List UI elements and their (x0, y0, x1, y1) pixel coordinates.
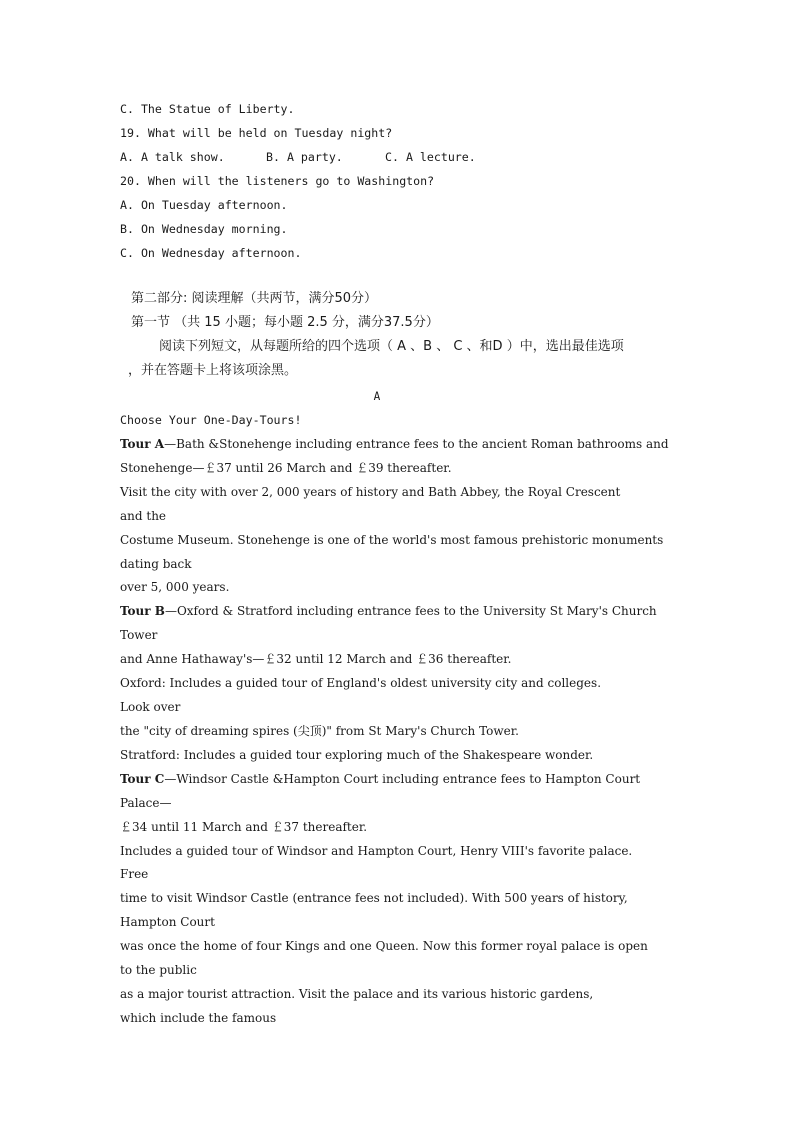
tour-a-line-1: Tour A—Bath &Stonehenge including entrance fees to the ancient Roman bathrooms and (120, 437, 669, 451)
passage-letter: A (373, 389, 381, 403)
tour-c-line-4: Includes a guided tour of Windsor and Hampton Court, Henry VIII's favorite palace. (120, 844, 633, 858)
tour-b-label: Tour B (120, 604, 165, 618)
q20-option-b: B. On Wednesday morning. (120, 222, 288, 236)
instruction-line-2: ，并在答题卡上将该项涂黑。 (128, 363, 298, 378)
tour-a-line-7: over 5, 000 years. (120, 580, 230, 594)
q19-option-b: B. A party. (266, 150, 343, 164)
tour-c-line-11: which include the famous (120, 1011, 277, 1025)
part2-title: 第二部分: 阅读理解（共两节，满分50分） (131, 291, 378, 306)
tour-a-line-3: Visit the city with over 2, 000 years of history and Bath Abbey, the Royal Crescent (120, 485, 621, 499)
q19-option-c: C. A lecture. (385, 150, 476, 164)
instruction-line-1: 阅读下列短文，从每题所给的四个选项（ A 、B 、 C 、和D ）中，选出最佳选项 (159, 339, 624, 354)
tour-b-line-3: and Anne Hathaway's—￡32 until 12 March and ￡36 thereafter. (120, 652, 512, 666)
tour-a-line-4: and the (120, 509, 167, 523)
tour-c-line-7: Hampton Court (120, 915, 215, 929)
q20-option-a: A. On Tuesday afternoon. (120, 198, 288, 212)
tour-a-label: Tour A (120, 437, 165, 451)
q19-stem: 19. What will be held on Tuesday night? (120, 126, 393, 140)
tour-b-line-5: Look over (120, 700, 181, 714)
tour-c-line-3: ￡34 until 11 March and ￡37 thereafter. (120, 820, 368, 834)
q18-option-c: C. The Statue of Liberty. (120, 102, 295, 116)
section1-title: 第一节 （共 15 小题；每小题 2.5 分，满分37.5分） (131, 315, 439, 330)
tour-c-line-10: as a major tourist attraction. Visit the palace and its various historic gardens, (120, 987, 594, 1001)
tour-b-line-2: Tower (120, 628, 158, 642)
tour-b-line-1: Tour B—Oxford & Stratford including entrance fees to the University St Mary's Church (120, 604, 657, 618)
tour-c-line-6: time to visit Windsor Castle (entrance fees not included). With 500 years of history, (120, 891, 628, 905)
q19-options (120, 150, 680, 164)
q19-option-a: A. A talk show. (120, 150, 225, 164)
tour-c-line-1: Tour C—Windsor Castle &Hampton Court including entrance fees to Hampton Court (120, 772, 641, 786)
tour-a-line-5: Costume Museum. Stonehenge is one of the world's most famous prehistoric monuments (120, 533, 664, 547)
tour-c-line-8: was once the home of four Kings and one Queen. Now this former royal palace is open (120, 939, 648, 953)
q20-stem: 20. When will the listeners go to Washington? (120, 174, 435, 188)
tour-b-line-4: Oxford: Includes a guided tour of England's oldest university city and colleges. (120, 676, 602, 690)
passage-title: Choose Your One-Day-Tours! (120, 413, 302, 427)
tour-a-line-6: dating back (120, 557, 192, 571)
tour-b-line-6: the "city of dreaming spires (尖顶)" from St Mary's Church Tower. (120, 724, 519, 738)
tour-c-line-5: Free (120, 867, 149, 881)
tour-b-line-7: Stratford: Includes a guided tour exploring much of the Shakespeare wonder. (120, 748, 594, 762)
tour-c-line-2: Palace— (120, 796, 172, 810)
q20-option-c: C. On Wednesday afternoon. (120, 246, 302, 260)
tour-c-label: Tour C (120, 772, 165, 786)
tour-a-line-2: Stonehenge—￡37 until 26 March and ￡39 thereafter. (120, 461, 452, 475)
tour-c-line-9: to the public (120, 963, 197, 977)
